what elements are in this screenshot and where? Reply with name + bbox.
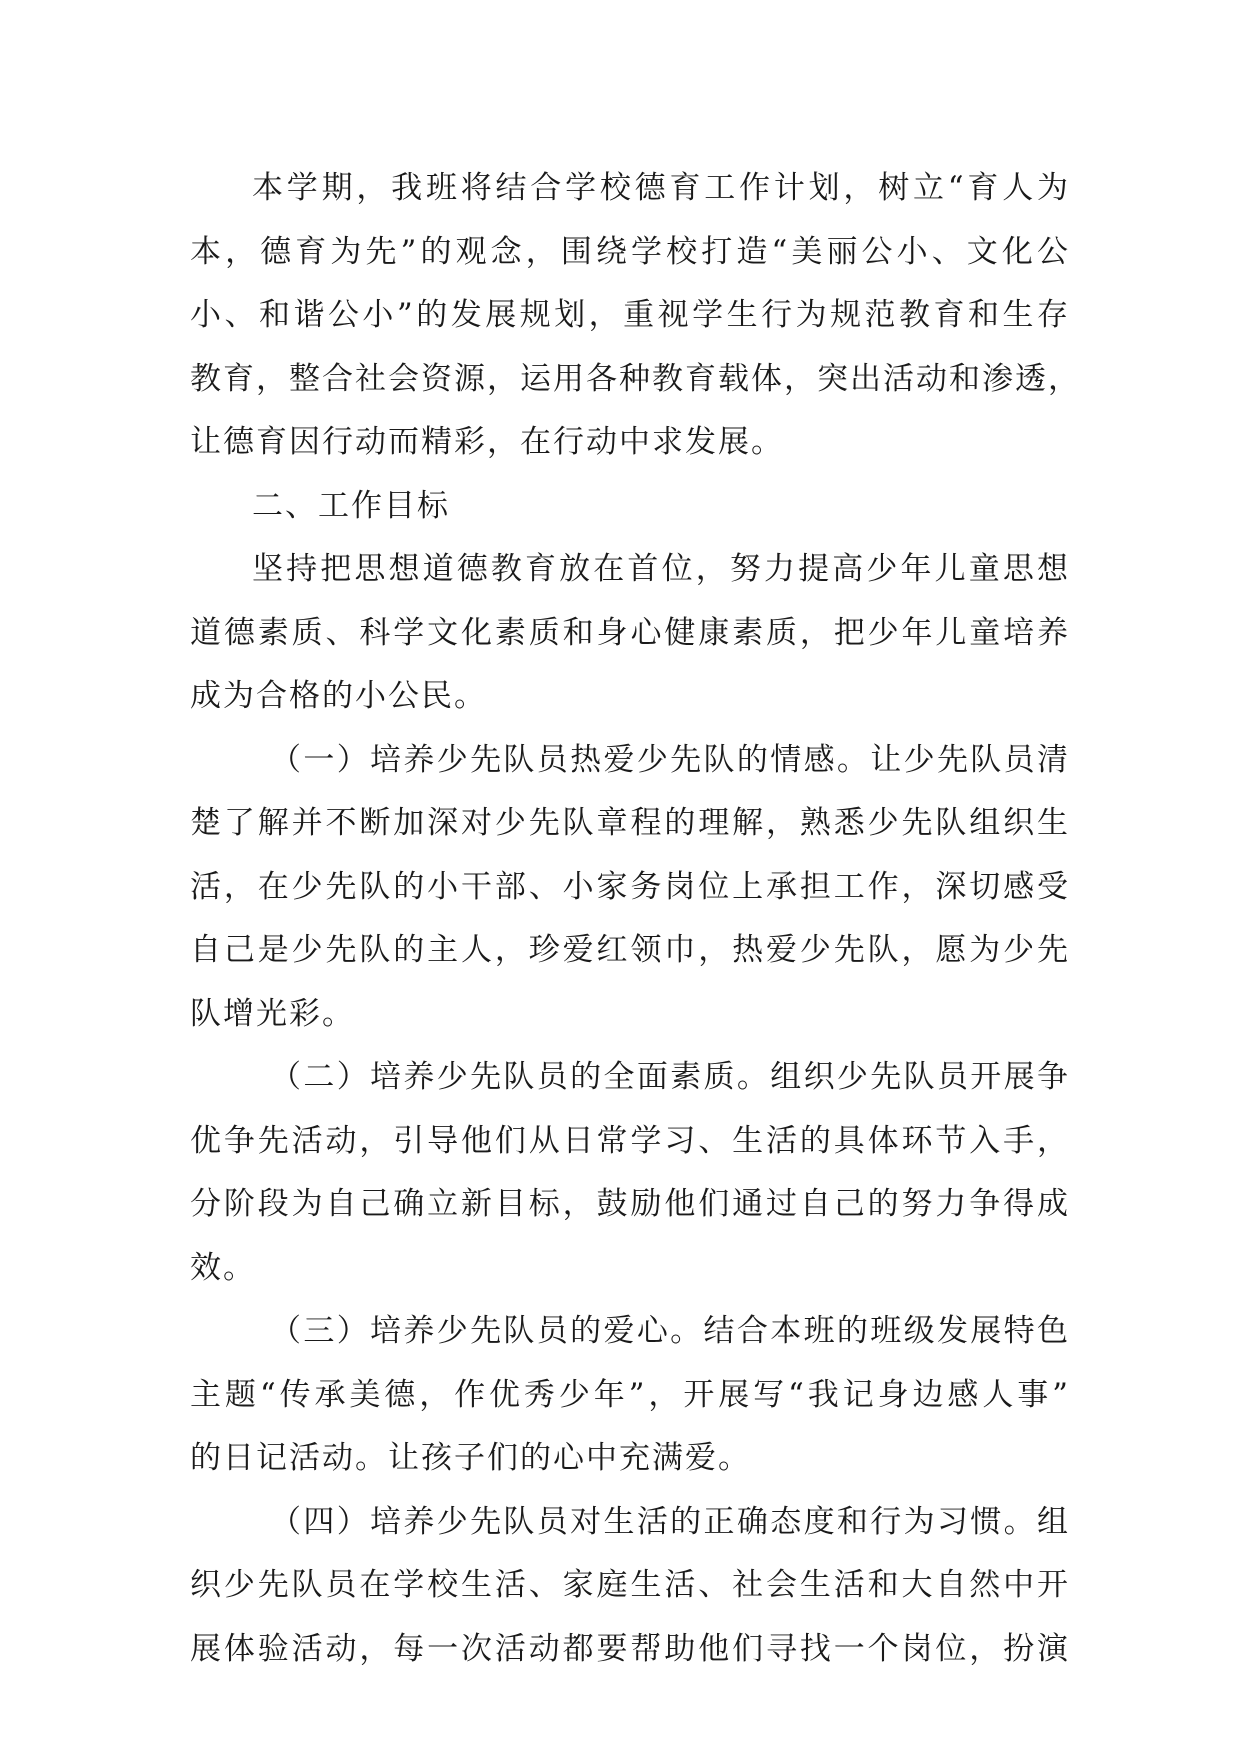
section-heading-text: 二、工作目标	[252, 487, 450, 524]
text-line: 队增光彩。	[190, 995, 355, 1032]
paragraph-goal-3	[190, 1300, 1070, 1491]
text-line: （三）培养少先队员的爱心。结合本班的班级发展特色	[270, 1313, 1070, 1349]
paragraph-goal-1	[190, 729, 1070, 1047]
text-line: 楚了解并不断加深对少先队章程的理解，熟悉少先队组织生	[190, 805, 1070, 841]
text-line: 效。	[190, 1249, 256, 1286]
text-line: 道德素质、科学文化素质和身心健康素质，把少年儿童培养	[190, 614, 1070, 651]
paragraph-goal-summary	[190, 538, 1070, 729]
text-line: 活，在少先队的小干部、小家务岗位上承担工作，深切感受	[190, 868, 1070, 905]
text-line: （二）培养少先队员的全面素质。组织少先队员开展争	[270, 1059, 1070, 1095]
paragraph-goal-4	[190, 1491, 1070, 1682]
text-line: 优争先活动，引导他们从日常学习、生活的具体环节入手，	[190, 1122, 1070, 1159]
text-line: （四）培养少先队员对生活的正确态度和行为习惯。组	[270, 1503, 1070, 1540]
text-line: 展体验活动，每一次活动都要帮助他们寻找一个岗位，扮演	[190, 1630, 1070, 1667]
text-line: 本，德育为先”的观念，围绕学校打造“美丽公小、文化公	[190, 233, 1070, 270]
text-line: 主题“传承美德，作优秀少年”，开展写“我记身边感人事”	[190, 1376, 1070, 1413]
text-line: 织少先队员在学校生活、家庭生活、社会生活和大自然中开	[190, 1567, 1070, 1603]
text-line: 让德育因行动而精彩，在行动中求发展。	[190, 424, 784, 460]
text-line: 分阶段为自己确立新目标，鼓励他们通过自己的努力争得成	[190, 1186, 1070, 1222]
paragraph-intro	[190, 157, 1081, 475]
text-line: 本学期，我班将结合学校德育工作计划，树立“育人为	[252, 170, 1070, 206]
document-body	[190, 157, 1081, 1681]
text-line: 小、和谐公小”的发展规划，重视学生行为规范教育和生存	[190, 297, 1070, 333]
text-line: 自己是少先队的主人，珍爱红领巾，热爱少先队，愿为少先	[190, 932, 1070, 968]
text-line: （一）培养少先队员热爱少先队的情感。让少先队员清	[270, 741, 1070, 778]
text-line: 的日记活动。让孩子们的心中充满爱。	[190, 1440, 751, 1476]
paragraph-goal-2	[190, 1046, 1070, 1300]
text-line: 坚持把思想道德教育放在首位，努力提高少年儿童思想	[252, 551, 1070, 587]
text-line: 教育，整合社会资源，运用各种教育载体，突出活动和渗透，	[190, 360, 1081, 397]
text-line: 成为合格的小公民。	[190, 678, 487, 714]
section-heading	[190, 475, 1070, 539]
